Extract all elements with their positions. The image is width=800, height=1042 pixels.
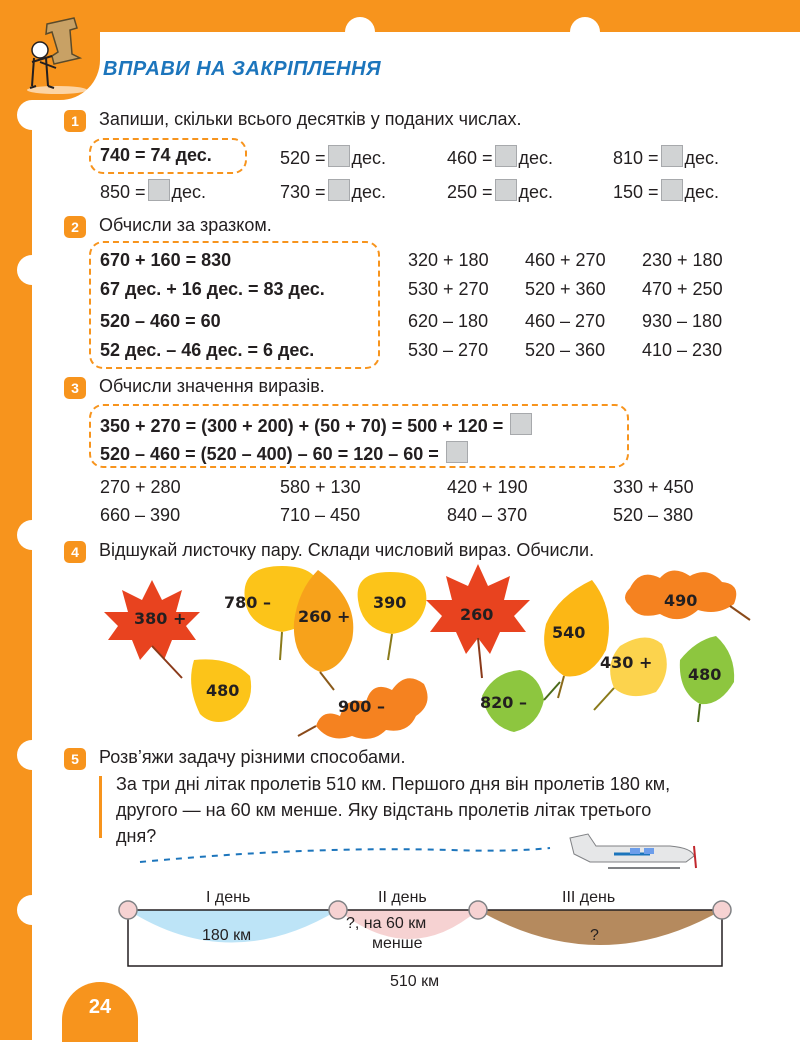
task-expression: 840 – 370: [447, 505, 528, 525]
heart-leaf[interactable]: [680, 636, 734, 722]
day3-value: ?: [590, 927, 599, 944]
heart-leaf[interactable]: [191, 659, 251, 722]
sample-answer: 740 = 74 дес.: [100, 145, 212, 165]
task-expression: 230 + 180: [642, 250, 723, 270]
maple-leaf[interactable]: [426, 564, 530, 678]
segment-point: [329, 901, 347, 919]
round-leaf[interactable]: [358, 572, 427, 660]
exercise-number: 1: [64, 110, 86, 132]
answer-box[interactable]: [495, 145, 517, 167]
binder-hole: [17, 895, 47, 925]
day1-value: 180 км: [202, 927, 252, 944]
binder-hole: [17, 740, 47, 770]
day1-label: І день: [206, 889, 251, 906]
sample-line: 52 дес. – 46 дес. = 6 дес.: [100, 340, 315, 360]
leaf-label: 260: [460, 605, 494, 624]
binder-hole: [17, 520, 47, 550]
leaves-illustration: [90, 560, 760, 745]
oak-leaf[interactable]: [298, 678, 428, 739]
leaf-label: 820 –: [480, 693, 527, 712]
task-expression: 420 + 190: [447, 477, 528, 497]
leaf-label: 480: [206, 681, 240, 700]
exercise-number: 4: [64, 541, 86, 563]
binder-hole: [570, 17, 600, 47]
ex1-item: 150 = дес.: [613, 179, 719, 203]
answer-box[interactable]: [495, 179, 517, 201]
task-expression: 520 + 360: [525, 279, 606, 299]
exercise-prompt: Запиши, скільки всього десятків у поданих числах.: [99, 109, 522, 129]
exercise-number: 3: [64, 377, 86, 399]
exercise-prompt: Обчисли значення виразів.: [99, 376, 325, 396]
ex1-item: 730 = дес.: [280, 179, 386, 203]
plane-icon: [570, 834, 696, 868]
task-expression: 580 + 130: [280, 477, 361, 497]
birch-leaf[interactable]: [544, 580, 609, 698]
leaf-label: 260 +: [298, 607, 351, 626]
problem-line: дня?: [116, 826, 157, 846]
sample-line: 67 дес. + 16 дес. = 83 дес.: [100, 279, 325, 299]
total-label: 510 км: [390, 973, 440, 990]
problem-line: другого — на 60 км менше. Яку відстань пролетів літак третього: [116, 800, 652, 820]
binder-hole: [17, 255, 47, 285]
answer-box[interactable]: [661, 179, 683, 201]
task-expression: 660 – 390: [100, 505, 181, 525]
segment-diagram: [110, 880, 740, 992]
sample-line: 670 + 160 = 830: [100, 250, 232, 270]
problem-line: За три дні літак пролетів 510 км. Першого дня він пролетів 180 км,: [116, 774, 671, 794]
ex1-item: 850 = дес.: [100, 179, 206, 203]
answer-box[interactable]: [328, 145, 350, 167]
leaf-label: 490: [664, 591, 698, 610]
task-expression: 270 + 280: [100, 477, 181, 497]
exercise-prompt: Відшукай листочку пару. Склади числовий вираз. Обчисли.: [99, 540, 595, 560]
problem-marker: [99, 776, 102, 838]
leaf-label: 480: [688, 665, 722, 684]
task-expression: 530 – 270: [408, 340, 489, 360]
binder-hole: [17, 100, 47, 130]
leaf-label: 430 +: [600, 653, 653, 672]
ex1-item: 250 = дес.: [447, 179, 553, 203]
maple-leaf[interactable]: [104, 580, 200, 678]
task-expression: 710 – 450: [280, 505, 361, 525]
exercise-prompt: Обчисли за зразком.: [99, 215, 272, 235]
leaf-label: 780 –: [224, 593, 271, 612]
sample-line: 350 + 270 = (300 + 200) + (50 + 70) = 500 + 120 =: [100, 413, 534, 437]
answer-box[interactable]: [510, 413, 532, 435]
ex1-item: 460 = дес.: [447, 145, 553, 169]
task-expression: 330 + 450: [613, 477, 694, 497]
day2-value: менше: [372, 935, 423, 952]
task-expression: 460 – 270: [525, 311, 606, 331]
exercise-number: 5: [64, 748, 86, 770]
exercise-number: 2: [64, 216, 86, 238]
page-frame-top: [0, 0, 800, 32]
pushpin-mascot-icon: [12, 6, 102, 96]
page-number: 24: [62, 982, 138, 1042]
section-title: ВПРАВИ НА ЗАКРІПЛЕННЯ: [103, 58, 382, 80]
task-expression: 470 + 250: [642, 279, 723, 299]
plane-illustration: [110, 826, 710, 874]
ex1-item: 520 = дес.: [280, 145, 386, 169]
ex1-item: 810 = дес.: [613, 145, 719, 169]
sample-line: 520 – 460 = (520 – 400) – 60 = 120 – 60 =: [100, 441, 470, 465]
day2-label: ІІ день: [378, 889, 427, 906]
answer-box[interactable]: [446, 441, 468, 463]
segment-point: [469, 901, 487, 919]
leaf-label: 390: [373, 593, 407, 612]
task-expression: 460 + 270: [525, 250, 606, 270]
segment-point: [713, 901, 731, 919]
task-expression: 620 – 180: [408, 311, 489, 331]
answer-box[interactable]: [148, 179, 170, 201]
leaf-label: 380 +: [134, 609, 187, 628]
task-expression: 410 – 230: [642, 340, 723, 360]
day2-value: ?, на 60 км: [346, 915, 427, 932]
task-expression: 520 – 360: [525, 340, 606, 360]
sample-line: 520 – 460 = 60: [100, 311, 221, 331]
task-expression: 320 + 180: [408, 250, 489, 270]
oak-leaf[interactable]: [625, 570, 750, 620]
exercise-prompt: Розв’яжи задачу різними способами.: [99, 747, 406, 767]
leaf-label: 900 –: [338, 697, 385, 716]
task-expression: 530 + 270: [408, 279, 489, 299]
day3-label: ІІІ день: [562, 889, 616, 906]
binder-hole: [345, 17, 375, 47]
task-expression: 930 – 180: [642, 311, 723, 331]
leaf-label: 540: [552, 623, 586, 642]
answer-box[interactable]: [328, 179, 350, 201]
answer-box[interactable]: [661, 145, 683, 167]
birch-leaf[interactable]: [480, 670, 560, 732]
task-expression: 520 – 380: [613, 505, 694, 525]
segment-point: [119, 901, 137, 919]
